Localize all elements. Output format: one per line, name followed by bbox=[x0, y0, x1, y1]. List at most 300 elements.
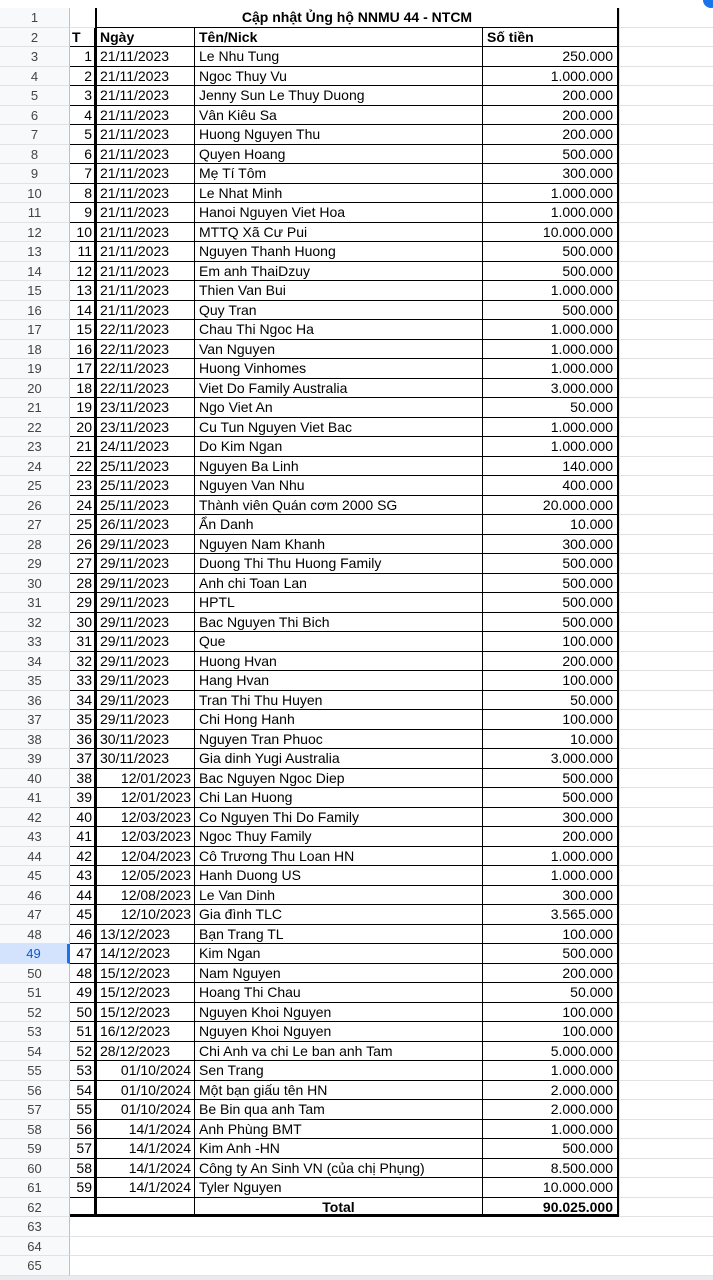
cell[interactable] bbox=[619, 1042, 713, 1062]
table-row[interactable] bbox=[0, 554, 713, 574]
table-row[interactable] bbox=[0, 1081, 713, 1101]
date-cell[interactable]: 21/11/2023 bbox=[95, 67, 195, 87]
date-cell[interactable]: 29/11/2023 bbox=[95, 535, 195, 555]
name-cell[interactable]: Chi Lan Huong bbox=[195, 788, 483, 808]
row-header[interactable]: 62 bbox=[0, 1198, 70, 1218]
cell[interactable] bbox=[619, 301, 713, 321]
amount-cell[interactable]: 1.000.000 bbox=[483, 1120, 619, 1140]
row-header[interactable]: 11 bbox=[0, 203, 70, 223]
table-row[interactable] bbox=[0, 106, 713, 126]
stt-cell[interactable]: 22 bbox=[70, 457, 95, 477]
cell[interactable] bbox=[619, 749, 713, 769]
amount-cell[interactable]: 1.000.000 bbox=[483, 847, 619, 867]
amount-cell[interactable]: 1.000.000 bbox=[483, 184, 619, 204]
row-header[interactable]: 60 bbox=[0, 1159, 70, 1179]
cell[interactable] bbox=[619, 905, 713, 925]
stt-cell[interactable]: 30 bbox=[70, 613, 95, 633]
amount-cell[interactable]: 500.000 bbox=[483, 145, 619, 165]
row-header[interactable]: 31 bbox=[0, 593, 70, 613]
date-cell[interactable]: 14/1/2024 bbox=[95, 1120, 195, 1140]
amount-cell[interactable]: 10.000.000 bbox=[483, 1178, 619, 1198]
date-cell[interactable]: 21/11/2023 bbox=[95, 86, 195, 106]
table-row[interactable] bbox=[0, 86, 713, 106]
date-cell[interactable]: 30/11/2023 bbox=[95, 749, 195, 769]
cell[interactable] bbox=[619, 359, 713, 379]
name-cell[interactable]: Ngoc Thuy Family bbox=[195, 827, 483, 847]
row-header[interactable]: 2 bbox=[0, 28, 70, 48]
name-cell[interactable]: Nguyen Thanh Huong bbox=[195, 242, 483, 262]
row-header[interactable]: 28 bbox=[0, 535, 70, 555]
amount-cell[interactable]: 400.000 bbox=[483, 476, 619, 496]
cell[interactable] bbox=[619, 671, 713, 691]
stt-cell[interactable]: 8 bbox=[70, 184, 95, 204]
row-header[interactable]: 46 bbox=[0, 886, 70, 906]
amount-cell[interactable]: 200.000 bbox=[483, 86, 619, 106]
cell[interactable] bbox=[95, 1198, 195, 1218]
amount-cell[interactable]: 100.000 bbox=[483, 925, 619, 945]
table-row[interactable] bbox=[0, 593, 713, 613]
cell[interactable] bbox=[619, 983, 713, 1003]
stt-cell[interactable]: 54 bbox=[70, 1081, 95, 1101]
name-cell[interactable]: Co Nguyen Thi Do Family bbox=[195, 808, 483, 828]
cell[interactable] bbox=[619, 223, 713, 243]
amount-cell[interactable]: 200.000 bbox=[483, 827, 619, 847]
cell[interactable] bbox=[619, 1120, 713, 1140]
stt-cell[interactable]: 12 bbox=[70, 262, 95, 282]
stt-cell[interactable]: 18 bbox=[70, 379, 95, 399]
name-cell[interactable]: Nguyen Ba Linh bbox=[195, 457, 483, 477]
cell[interactable] bbox=[619, 769, 713, 789]
date-cell[interactable]: 15/12/2023 bbox=[95, 983, 195, 1003]
cell[interactable] bbox=[619, 67, 713, 87]
stt-cell[interactable]: 59 bbox=[70, 1178, 95, 1198]
row-header[interactable]: 22 bbox=[0, 418, 70, 438]
name-cell[interactable]: Hoang Thi Chau bbox=[195, 983, 483, 1003]
amount-cell[interactable]: 1.000.000 bbox=[483, 281, 619, 301]
table-row[interactable] bbox=[0, 496, 713, 516]
table-row[interactable] bbox=[0, 730, 713, 750]
cell[interactable] bbox=[619, 1139, 713, 1159]
amount-cell[interactable]: 100.000 bbox=[483, 1003, 619, 1023]
table-row[interactable] bbox=[0, 398, 713, 418]
table-row[interactable] bbox=[0, 203, 713, 223]
table-row[interactable] bbox=[0, 1139, 713, 1159]
cell[interactable] bbox=[619, 808, 713, 828]
amount-cell[interactable]: 10.000 bbox=[483, 515, 619, 535]
name-cell[interactable]: Huong Nguyen Thu bbox=[195, 125, 483, 145]
sheet-title[interactable]: Cập nhật Ủng hộ NNMU 44 - NTCM bbox=[95, 8, 619, 28]
cell[interactable] bbox=[619, 28, 713, 48]
row-header[interactable]: 40 bbox=[0, 769, 70, 789]
date-cell[interactable]: 29/11/2023 bbox=[95, 652, 195, 672]
stt-cell[interactable]: 47 bbox=[70, 944, 95, 964]
table-row[interactable] bbox=[0, 574, 713, 594]
date-cell[interactable]: 01/10/2024 bbox=[95, 1081, 195, 1101]
cell[interactable] bbox=[619, 125, 713, 145]
date-cell[interactable]: 28/12/2023 bbox=[95, 1042, 195, 1062]
stt-cell[interactable]: 38 bbox=[70, 769, 95, 789]
table-row[interactable] bbox=[0, 1100, 713, 1120]
table-row[interactable] bbox=[0, 788, 713, 808]
name-cell[interactable]: MTTQ Xã Cư Pui bbox=[195, 223, 483, 243]
row-header[interactable]: 53 bbox=[0, 1022, 70, 1042]
table-row[interactable] bbox=[0, 340, 713, 360]
row-header[interactable]: 13 bbox=[0, 242, 70, 262]
amount-cell[interactable]: 100.000 bbox=[483, 1022, 619, 1042]
stt-cell[interactable]: 52 bbox=[70, 1042, 95, 1062]
name-cell[interactable]: Hanh Duong US bbox=[195, 866, 483, 886]
cell[interactable] bbox=[70, 8, 95, 28]
name-cell[interactable]: Huong Vinhomes bbox=[195, 359, 483, 379]
date-cell[interactable]: 29/11/2023 bbox=[95, 710, 195, 730]
header-stt[interactable]: T bbox=[70, 28, 95, 48]
name-cell[interactable]: Nguyen Khoi Nguyen bbox=[195, 1022, 483, 1042]
amount-cell[interactable]: 100.000 bbox=[483, 710, 619, 730]
date-cell[interactable]: 21/11/2023 bbox=[95, 164, 195, 184]
cell[interactable] bbox=[619, 86, 713, 106]
name-cell[interactable]: Chi Anh va chi Le ban anh Tam bbox=[195, 1042, 483, 1062]
date-cell[interactable]: 15/12/2023 bbox=[95, 1003, 195, 1023]
name-cell[interactable]: Hanoi Nguyen Viet Hoa bbox=[195, 203, 483, 223]
stt-cell[interactable]: 17 bbox=[70, 359, 95, 379]
cell[interactable] bbox=[70, 1217, 713, 1237]
name-cell[interactable]: Em anh ThaiDzuy bbox=[195, 262, 483, 282]
stt-cell[interactable]: 37 bbox=[70, 749, 95, 769]
cell[interactable] bbox=[619, 8, 713, 28]
amount-cell[interactable]: 500.000 bbox=[483, 788, 619, 808]
amount-cell[interactable]: 1.000.000 bbox=[483, 203, 619, 223]
row-header[interactable]: 33 bbox=[0, 632, 70, 652]
amount-cell[interactable]: 500.000 bbox=[483, 613, 619, 633]
row-header[interactable]: 25 bbox=[0, 476, 70, 496]
name-cell[interactable]: Tyler Nguyen bbox=[195, 1178, 483, 1198]
name-cell[interactable]: Bac Nguyen Ngoc Diep bbox=[195, 769, 483, 789]
stt-cell[interactable]: 32 bbox=[70, 652, 95, 672]
cell[interactable] bbox=[619, 496, 713, 516]
cell[interactable] bbox=[619, 574, 713, 594]
row-header[interactable]: 9 bbox=[0, 164, 70, 184]
stt-cell[interactable]: 58 bbox=[70, 1159, 95, 1179]
stt-cell[interactable]: 33 bbox=[70, 671, 95, 691]
cell[interactable] bbox=[619, 379, 713, 399]
table-row[interactable] bbox=[0, 905, 713, 925]
name-cell[interactable]: Do Kim Ngan bbox=[195, 437, 483, 457]
table-row[interactable] bbox=[0, 1178, 713, 1198]
header-date[interactable]: Ngày bbox=[95, 28, 195, 48]
table-row[interactable] bbox=[0, 1120, 713, 1140]
table-row[interactable] bbox=[0, 457, 713, 477]
stt-cell[interactable]: 29 bbox=[70, 593, 95, 613]
date-cell[interactable]: 16/12/2023 bbox=[95, 1022, 195, 1042]
stt-cell[interactable]: 48 bbox=[70, 964, 95, 984]
date-cell[interactable]: 12/01/2023 bbox=[95, 769, 195, 789]
cell[interactable] bbox=[619, 613, 713, 633]
table-row[interactable] bbox=[0, 535, 713, 555]
header-name[interactable]: Tên/Nick bbox=[195, 28, 483, 48]
date-cell[interactable]: 12/01/2023 bbox=[95, 788, 195, 808]
row-header[interactable]: 1 bbox=[0, 8, 70, 28]
row-header[interactable]: 51 bbox=[0, 983, 70, 1003]
sheet-row-1[interactable] bbox=[0, 8, 713, 28]
stt-cell[interactable]: 21 bbox=[70, 437, 95, 457]
stt-cell[interactable]: 1 bbox=[70, 47, 95, 67]
amount-cell[interactable]: 1.000.000 bbox=[483, 437, 619, 457]
amount-cell[interactable]: 200.000 bbox=[483, 964, 619, 984]
row-header[interactable]: 34 bbox=[0, 652, 70, 672]
amount-cell[interactable]: 50.000 bbox=[483, 691, 619, 711]
row-header[interactable]: 65 bbox=[0, 1256, 70, 1276]
row-header[interactable]: 21 bbox=[0, 398, 70, 418]
stt-cell[interactable]: 56 bbox=[70, 1120, 95, 1140]
name-cell[interactable]: Công ty An Sinh VN (của chị Phụng) bbox=[195, 1159, 483, 1179]
date-cell[interactable]: 12/05/2023 bbox=[95, 866, 195, 886]
cell[interactable] bbox=[619, 515, 713, 535]
date-cell[interactable]: 01/10/2024 bbox=[95, 1100, 195, 1120]
date-cell[interactable]: 22/11/2023 bbox=[95, 320, 195, 340]
stt-cell[interactable]: 45 bbox=[70, 905, 95, 925]
stt-cell[interactable]: 3 bbox=[70, 86, 95, 106]
table-row[interactable] bbox=[0, 67, 713, 87]
table-row[interactable] bbox=[0, 886, 713, 906]
sheet-scrollbar[interactable] bbox=[0, 1276, 713, 1280]
row-header[interactable]: 18 bbox=[0, 340, 70, 360]
cell[interactable] bbox=[619, 554, 713, 574]
amount-cell[interactable]: 200.000 bbox=[483, 106, 619, 126]
table-row[interactable] bbox=[0, 281, 713, 301]
stt-cell[interactable]: 13 bbox=[70, 281, 95, 301]
row-header[interactable]: 36 bbox=[0, 691, 70, 711]
amount-cell[interactable]: 3.000.000 bbox=[483, 749, 619, 769]
table-row[interactable] bbox=[0, 691, 713, 711]
date-cell[interactable]: 14/1/2024 bbox=[95, 1159, 195, 1179]
date-cell[interactable]: 21/11/2023 bbox=[95, 145, 195, 165]
date-cell[interactable]: 14/1/2024 bbox=[95, 1139, 195, 1159]
amount-cell[interactable]: 1.000.000 bbox=[483, 320, 619, 340]
amount-cell[interactable]: 50.000 bbox=[483, 398, 619, 418]
name-cell[interactable]: Một bạn giấu tên HN bbox=[195, 1081, 483, 1101]
sheet-row-64[interactable] bbox=[0, 1237, 713, 1257]
stt-cell[interactable]: 34 bbox=[70, 691, 95, 711]
cell[interactable] bbox=[619, 847, 713, 867]
amount-cell[interactable]: 300.000 bbox=[483, 808, 619, 828]
stt-cell[interactable]: 39 bbox=[70, 788, 95, 808]
date-cell[interactable]: 21/11/2023 bbox=[95, 223, 195, 243]
cell[interactable] bbox=[619, 535, 713, 555]
stt-cell[interactable]: 55 bbox=[70, 1100, 95, 1120]
spreadsheet[interactable] bbox=[0, 8, 713, 1276]
cell[interactable] bbox=[619, 1061, 713, 1081]
date-cell[interactable]: 25/11/2023 bbox=[95, 496, 195, 516]
stt-cell[interactable]: 57 bbox=[70, 1139, 95, 1159]
name-cell[interactable]: Van Nguyen bbox=[195, 340, 483, 360]
row-header[interactable]: 48 bbox=[0, 925, 70, 945]
table-row[interactable] bbox=[0, 476, 713, 496]
row-header[interactable]: 6 bbox=[0, 106, 70, 126]
row-header[interactable]: 54 bbox=[0, 1042, 70, 1062]
name-cell[interactable]: Ẩn Danh bbox=[195, 515, 483, 535]
date-cell[interactable]: 12/03/2023 bbox=[95, 808, 195, 828]
cell[interactable] bbox=[619, 1003, 713, 1023]
stt-cell[interactable]: 20 bbox=[70, 418, 95, 438]
cell[interactable] bbox=[619, 886, 713, 906]
table-row[interactable] bbox=[0, 184, 713, 204]
cell[interactable] bbox=[619, 1100, 713, 1120]
header-amount[interactable]: Số tiền bbox=[483, 28, 619, 48]
row-header[interactable]: 37 bbox=[0, 710, 70, 730]
date-cell[interactable]: 12/04/2023 bbox=[95, 847, 195, 867]
stt-cell[interactable]: 16 bbox=[70, 340, 95, 360]
amount-cell[interactable]: 300.000 bbox=[483, 886, 619, 906]
name-cell[interactable]: Le Nhu Tung bbox=[195, 47, 483, 67]
name-cell[interactable]: Nguyen Tran Phuoc bbox=[195, 730, 483, 750]
table-row[interactable] bbox=[0, 632, 713, 652]
stt-cell[interactable]: 19 bbox=[70, 398, 95, 418]
amount-cell[interactable]: 300.000 bbox=[483, 535, 619, 555]
date-cell[interactable]: 21/11/2023 bbox=[95, 184, 195, 204]
row-header[interactable]: 3 bbox=[0, 47, 70, 67]
name-cell[interactable]: Nam Nguyen bbox=[195, 964, 483, 984]
name-cell[interactable]: Kim Anh -HN bbox=[195, 1139, 483, 1159]
row-header[interactable]: 55 bbox=[0, 1061, 70, 1081]
amount-cell[interactable]: 500.000 bbox=[483, 769, 619, 789]
name-cell[interactable]: Kim Ngan bbox=[195, 944, 483, 964]
table-row[interactable] bbox=[0, 145, 713, 165]
amount-cell[interactable]: 10.000 bbox=[483, 730, 619, 750]
amount-cell[interactable]: 200.000 bbox=[483, 652, 619, 672]
name-cell[interactable]: Duong Thi Thu Huong Family bbox=[195, 554, 483, 574]
total-row[interactable] bbox=[0, 1198, 713, 1218]
cell[interactable] bbox=[619, 1178, 713, 1198]
table-row[interactable] bbox=[0, 47, 713, 67]
amount-cell[interactable]: 100.000 bbox=[483, 671, 619, 691]
name-cell[interactable]: Viet Do Family Australia bbox=[195, 379, 483, 399]
amount-cell[interactable]: 3.565.000 bbox=[483, 905, 619, 925]
amount-cell[interactable]: 3.000.000 bbox=[483, 379, 619, 399]
table-row[interactable] bbox=[0, 515, 713, 535]
sheet-row-63[interactable] bbox=[0, 1217, 713, 1237]
row-header[interactable]: 32 bbox=[0, 613, 70, 633]
date-cell[interactable]: 14/1/2024 bbox=[95, 1178, 195, 1198]
stt-cell[interactable]: 15 bbox=[70, 320, 95, 340]
cell[interactable] bbox=[619, 164, 713, 184]
cell[interactable] bbox=[619, 106, 713, 126]
cell[interactable] bbox=[619, 964, 713, 984]
stt-cell[interactable]: 43 bbox=[70, 866, 95, 886]
amount-cell[interactable]: 500.000 bbox=[483, 262, 619, 282]
amount-cell[interactable]: 20.000.000 bbox=[483, 496, 619, 516]
row-header[interactable]: 38 bbox=[0, 730, 70, 750]
row-header[interactable]: 17 bbox=[0, 320, 70, 340]
name-cell[interactable]: Jenny Sun Le Thuy Duong bbox=[195, 86, 483, 106]
sheet-row-65[interactable] bbox=[0, 1256, 713, 1276]
date-cell[interactable]: 25/11/2023 bbox=[95, 457, 195, 477]
table-row[interactable] bbox=[0, 242, 713, 262]
cell[interactable] bbox=[619, 691, 713, 711]
date-cell[interactable]: 21/11/2023 bbox=[95, 242, 195, 262]
name-cell[interactable]: Chau Thi Ngoc Ha bbox=[195, 320, 483, 340]
cell[interactable] bbox=[619, 1081, 713, 1101]
date-cell[interactable]: 22/11/2023 bbox=[95, 379, 195, 399]
date-cell[interactable]: 21/11/2023 bbox=[95, 203, 195, 223]
table-row[interactable] bbox=[0, 944, 713, 964]
stt-cell[interactable]: 53 bbox=[70, 1061, 95, 1081]
table-row[interactable] bbox=[0, 866, 713, 886]
name-cell[interactable]: Mẹ Tí Tôm bbox=[195, 164, 483, 184]
row-header[interactable]: 12 bbox=[0, 223, 70, 243]
row-header[interactable]: 49 bbox=[0, 944, 70, 964]
name-cell[interactable]: Tran Thi Thu Huyen bbox=[195, 691, 483, 711]
row-header[interactable]: 19 bbox=[0, 359, 70, 379]
date-cell[interactable]: 22/11/2023 bbox=[95, 340, 195, 360]
stt-cell[interactable]: 7 bbox=[70, 164, 95, 184]
date-cell[interactable]: 01/10/2024 bbox=[95, 1061, 195, 1081]
stt-cell[interactable]: 31 bbox=[70, 632, 95, 652]
table-row[interactable] bbox=[0, 320, 713, 340]
row-header[interactable]: 24 bbox=[0, 457, 70, 477]
amount-cell[interactable]: 100.000 bbox=[483, 632, 619, 652]
date-cell[interactable]: 22/11/2023 bbox=[95, 359, 195, 379]
cell[interactable] bbox=[619, 262, 713, 282]
date-cell[interactable]: 25/11/2023 bbox=[95, 476, 195, 496]
date-cell[interactable]: 26/11/2023 bbox=[95, 515, 195, 535]
date-cell[interactable]: 21/11/2023 bbox=[95, 47, 195, 67]
row-header[interactable]: 4 bbox=[0, 67, 70, 87]
date-cell[interactable]: 29/11/2023 bbox=[95, 613, 195, 633]
amount-cell[interactable]: 1.000.000 bbox=[483, 866, 619, 886]
name-cell[interactable]: Huong Hvan bbox=[195, 652, 483, 672]
cell[interactable] bbox=[619, 203, 713, 223]
cell[interactable] bbox=[619, 788, 713, 808]
name-cell[interactable]: Le Nhat Minh bbox=[195, 184, 483, 204]
date-cell[interactable]: 29/11/2023 bbox=[95, 574, 195, 594]
cell[interactable] bbox=[619, 710, 713, 730]
stt-cell[interactable]: 24 bbox=[70, 496, 95, 516]
stt-cell[interactable]: 41 bbox=[70, 827, 95, 847]
stt-cell[interactable]: 40 bbox=[70, 808, 95, 828]
cell[interactable] bbox=[619, 457, 713, 477]
date-cell[interactable]: 24/11/2023 bbox=[95, 437, 195, 457]
amount-cell[interactable]: 5.000.000 bbox=[483, 1042, 619, 1062]
table-row[interactable] bbox=[0, 749, 713, 769]
stt-cell[interactable]: 5 bbox=[70, 125, 95, 145]
date-cell[interactable]: 21/11/2023 bbox=[95, 106, 195, 126]
table-row[interactable] bbox=[0, 418, 713, 438]
name-cell[interactable]: Nguyen Khoi Nguyen bbox=[195, 1003, 483, 1023]
name-cell[interactable]: HPTL bbox=[195, 593, 483, 613]
amount-cell[interactable]: 1.000.000 bbox=[483, 359, 619, 379]
stt-cell[interactable]: 4 bbox=[70, 106, 95, 126]
row-header[interactable]: 43 bbox=[0, 827, 70, 847]
row-header[interactable]: 16 bbox=[0, 301, 70, 321]
date-cell[interactable]: 29/11/2023 bbox=[95, 691, 195, 711]
table-row[interactable] bbox=[0, 379, 713, 399]
row-header[interactable]: 23 bbox=[0, 437, 70, 457]
date-cell[interactable]: 21/11/2023 bbox=[95, 125, 195, 145]
amount-cell[interactable]: 250.000 bbox=[483, 47, 619, 67]
table-row[interactable] bbox=[0, 1022, 713, 1042]
cell[interactable] bbox=[619, 47, 713, 67]
amount-cell[interactable]: 300.000 bbox=[483, 164, 619, 184]
cell[interactable] bbox=[619, 827, 713, 847]
cell[interactable] bbox=[619, 652, 713, 672]
amount-cell[interactable]: 500.000 bbox=[483, 554, 619, 574]
cell[interactable] bbox=[619, 437, 713, 457]
row-header[interactable]: 15 bbox=[0, 281, 70, 301]
row-header[interactable]: 30 bbox=[0, 574, 70, 594]
cell[interactable] bbox=[619, 1198, 713, 1218]
row-header[interactable]: 39 bbox=[0, 749, 70, 769]
date-cell[interactable]: 21/11/2023 bbox=[95, 281, 195, 301]
